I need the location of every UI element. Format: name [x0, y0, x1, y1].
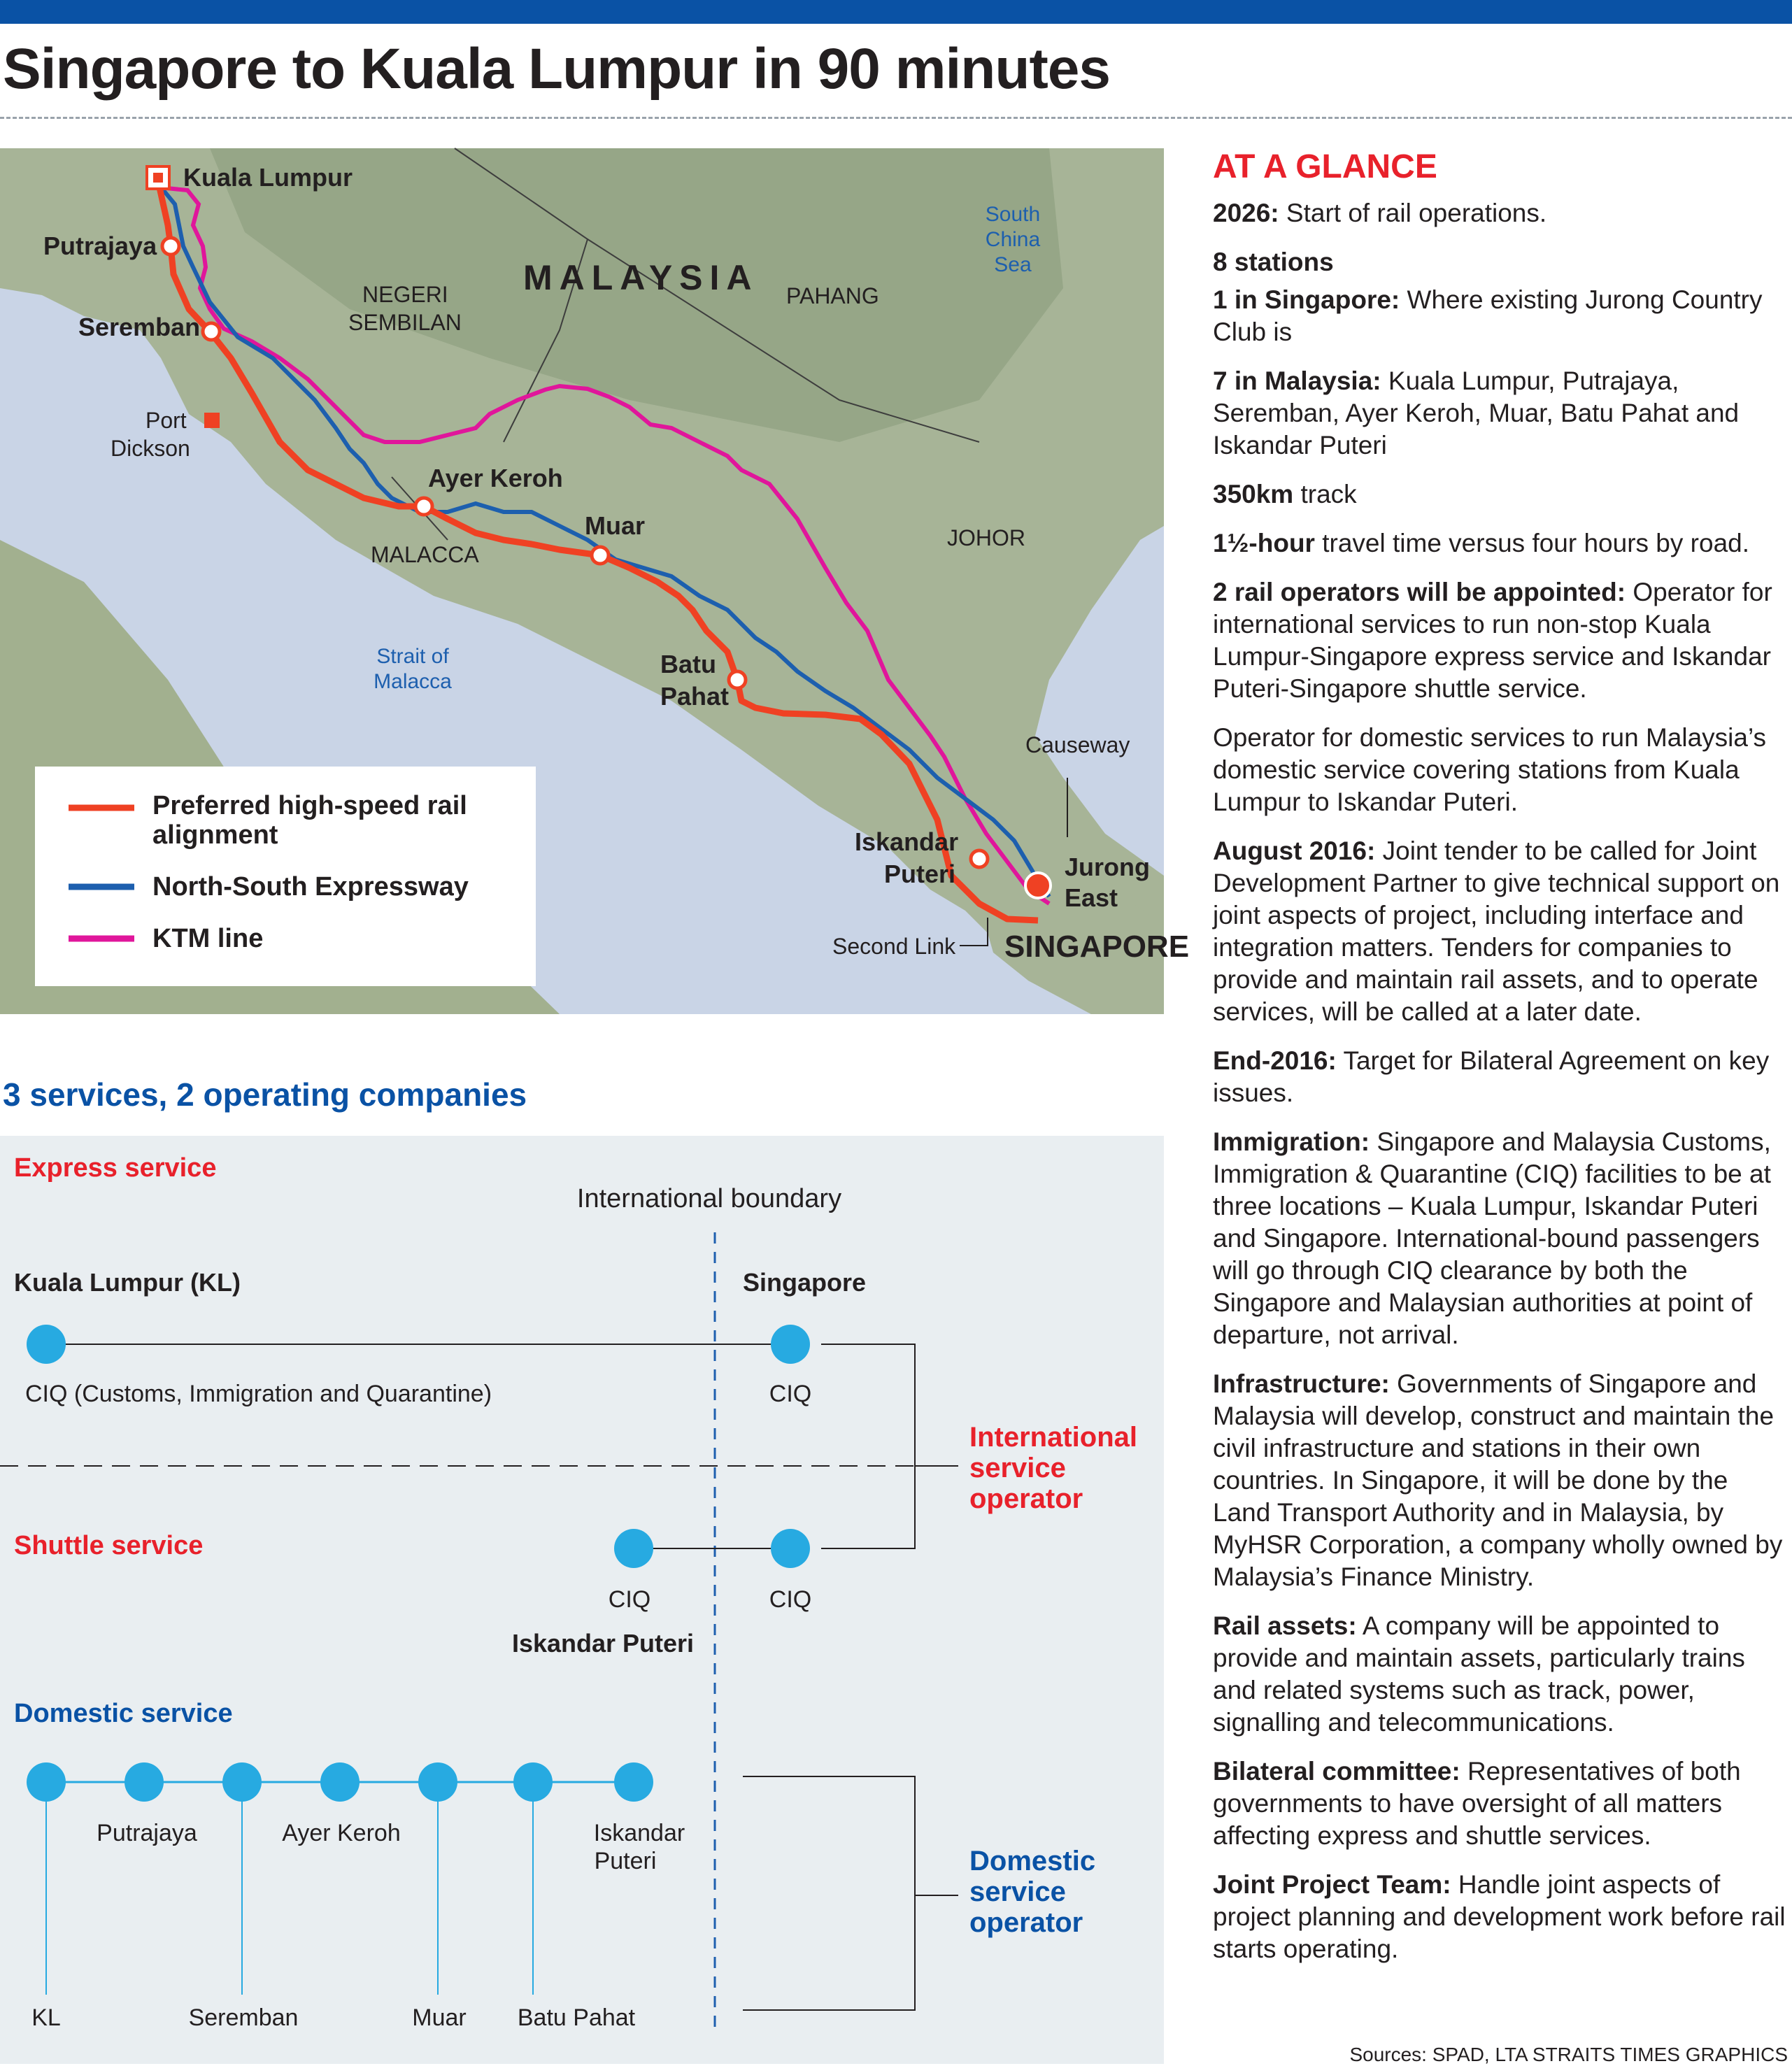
international-operator-label-line3: operator	[969, 1483, 1083, 1514]
label-causeway: Causeway	[1025, 732, 1130, 757]
express-service-heading: Express service	[14, 1153, 217, 1183]
glance-item-text: Handle joint aspects of project planning and development work before rail starts operating.	[1213, 1870, 1786, 1963]
glance-item-lead: End-2016:	[1213, 1046, 1337, 1075]
glance-item-lead: 2026:	[1213, 199, 1279, 227]
domestic-muar-stop	[418, 1762, 457, 1802]
label-iskandar-puteri-line2: Puteri	[884, 860, 956, 888]
glance-item-text: Operator for international services to run non-stop Kuala Lumpur-Singapore express service and Iskandar Puteri-Singapore shuttle service.	[1213, 578, 1772, 703]
top-banner-bar	[0, 0, 1792, 24]
legend-ktm-label: KTM line	[152, 924, 264, 953]
port-dickson-marker	[204, 413, 220, 428]
route-map	[0, 148, 1190, 1014]
shuttle-singapore-ciq-label: CIQ	[769, 1586, 812, 1613]
glance-item	[1213, 835, 1786, 1028]
glance-item-text: Start of rail operations.	[1279, 199, 1547, 227]
title-divider	[0, 117, 1792, 119]
glance-item-text: travel time versus four hours by road.	[1314, 529, 1750, 557]
label-jurong-east-line1: Jurong	[1065, 853, 1150, 881]
glance-item-lead: 8 stations	[1213, 248, 1334, 276]
legend-expressway-label: North-South Expressway	[152, 872, 469, 902]
glance-item-text: Operator for domestic services to run Malaysia’s domestic service covering stations from Kuala Lumpur to Iskandar Puteri.	[1213, 723, 1767, 816]
domestic-seremban-stop	[222, 1762, 262, 1802]
domestic-operator-label-line2: service	[969, 1876, 1066, 1907]
services-diagram-svg	[0, 1136, 1164, 2064]
label-strait-of-malacca-line1: Strait of	[376, 645, 449, 668]
glance-item	[1213, 1045, 1786, 1109]
express-singapore-ciq-label: CIQ	[769, 1381, 812, 1407]
glance-item-text: Kuala Lumpur, Putrajaya, Seremban, Ayer Keroh, Muar, Batu Pahat and Iskandar Puteri	[1213, 366, 1740, 459]
glance-item-lead: 1½-hour	[1213, 529, 1315, 557]
domestic-ayer-keroh-stop	[320, 1762, 360, 1802]
kuala-lumpur-inner-square	[153, 173, 163, 183]
label-malacca: MALACCA	[371, 542, 479, 567]
international-boundary-label: International boundary	[576, 1184, 842, 1213]
shuttle-iskandar-stop	[614, 1529, 653, 1568]
express-kl-stop	[27, 1325, 66, 1364]
label-kuala-lumpur: Kuala Lumpur	[183, 163, 353, 192]
batu-pahat-station-marker	[729, 671, 746, 688]
glance-item	[1213, 1126, 1786, 1351]
source-credit: Sources: SPAD, LTA STRAITS TIMES GRAPHICS	[1349, 2044, 1788, 2065]
domestic-muar-label: Muar	[412, 2004, 467, 2031]
at-a-glance-heading: AT A GLANCE	[1213, 148, 1437, 185]
label-port-dickson-line1: Port	[145, 408, 187, 433]
glance-item-text: Joint tender to be called for Joint Development Partner to give technical support on joint aspects of project, including interface and integration matters. Tenders for companies to provide and maintain rail assets, and to operate services, will be called at a later date.	[1213, 836, 1780, 1026]
services-diagram	[0, 1136, 1164, 2064]
muar-station-marker	[592, 547, 609, 564]
label-seremban: Seremban	[78, 313, 201, 341]
label-port-dickson-line2: Dickson	[111, 436, 190, 461]
legend-hsr-label-line1: Preferred high-speed rail	[152, 791, 467, 820]
at-a-glance-panel	[1213, 148, 1786, 1982]
label-batu-pahat-line1: Batu	[660, 650, 716, 678]
glance-item	[1213, 246, 1786, 278]
domestic-service-heading: Domestic service	[14, 1699, 233, 1728]
label-south-china-sea-line3: Sea	[994, 253, 1032, 276]
iskandar-puteri-station-marker	[971, 850, 988, 867]
domestic-ayer-keroh-label: Ayer Keroh	[282, 1820, 401, 1846]
glance-item	[1213, 478, 1786, 511]
label-second-link: Second Link	[832, 934, 956, 959]
domestic-putrajaya-stop	[125, 1762, 164, 1802]
label-iskandar-puteri-line1: Iskandar	[855, 827, 959, 856]
glance-item-text: track	[1293, 480, 1357, 508]
label-strait-of-malacca-line2: Malacca	[374, 670, 452, 693]
domestic-batu-pahat-label: Batu Pahat	[517, 2004, 636, 2031]
label-ayer-keroh: Ayer Keroh	[428, 464, 563, 492]
domestic-seremban-label: Seremban	[188, 2004, 299, 2031]
legend-hsr-label-line2: alignment	[152, 820, 278, 850]
domestic-putrajaya-label: Putrajaya	[97, 1820, 197, 1846]
glance-item-lead: Immigration:	[1213, 1127, 1370, 1156]
glance-item-lead: 2 rail operators will be appointed:	[1213, 578, 1626, 606]
label-muar: Muar	[585, 511, 646, 540]
glance-item	[1213, 1610, 1786, 1739]
express-kl-ciq-label: CIQ (Customs, Immigration and Quarantine)	[25, 1381, 492, 1407]
express-singapore-stop	[771, 1325, 810, 1364]
glance-item-text: Governments of Singapore and Malaysia will develop, construct and maintain the civil infrastructure and stations in their own countries. In Singapore, it will be done by the Land Transport Authority and in Malaysia, by MyHSR Corporation, a company wholly owned by Malaysia’s Finance Ministry.	[1213, 1369, 1783, 1591]
label-singapore: SINGAPORE	[1004, 929, 1190, 964]
glance-item-lead: Joint Project Team:	[1213, 1870, 1451, 1899]
international-operator-bracket	[821, 1344, 958, 1548]
shuttle-singapore-stop	[771, 1529, 810, 1568]
route-map-svg	[0, 148, 1190, 1014]
label-south-china-sea-line1: South	[985, 203, 1041, 226]
glance-item	[1213, 197, 1786, 229]
label-negeri-sembilan-line2: SEMBILAN	[348, 310, 462, 335]
label-pahang: PAHANG	[786, 283, 879, 308]
domestic-operator-bracket	[743, 1776, 958, 2010]
express-singapore-label: Singapore	[743, 1268, 867, 1297]
domestic-operator-label-line3: operator	[969, 1907, 1083, 1938]
shuttle-iskandar-puteri-label: Iskandar Puteri	[511, 1629, 695, 1658]
putrajaya-station-marker	[162, 238, 179, 255]
glance-item-text: Representatives of both governments to have oversight of all matters affecting express and shuttle services.	[1213, 1757, 1741, 1850]
domestic-batu-pahat-stop	[513, 1762, 553, 1802]
domestic-iskandar-puteri-stop	[614, 1762, 653, 1802]
label-batu-pahat-line2: Pahat	[660, 682, 730, 711]
glance-item-text: A company will be appointed to provide and maintain assets, particularly trains and related systems such as track, power, signalling and telecommunications.	[1213, 1611, 1745, 1737]
glance-item-lead: 7 in Malaysia:	[1213, 366, 1381, 395]
glance-item	[1213, 1368, 1786, 1593]
label-negeri-sembilan-line1: NEGERI	[362, 282, 448, 307]
glance-item	[1213, 576, 1786, 705]
label-south-china-sea-line2: China	[985, 228, 1041, 251]
glance-item	[1213, 1869, 1786, 1965]
domestic-kl-label: KL	[31, 2004, 61, 2031]
glance-item	[1213, 1755, 1786, 1852]
glance-item-lead: August 2016:	[1213, 836, 1376, 865]
jurong-east-station-marker	[1025, 873, 1051, 898]
glance-item	[1213, 365, 1786, 462]
express-kl-label: Kuala Lumpur (KL)	[14, 1268, 241, 1297]
label-malaysia: MALAYSIA	[523, 258, 759, 297]
label-putrajaya: Putrajaya	[43, 231, 157, 260]
domestic-operator-label-line1: Domestic	[969, 1846, 1096, 1876]
seremban-station-marker	[203, 323, 220, 340]
glance-item-lead: 1 in Singapore:	[1213, 285, 1400, 314]
glance-item	[1213, 722, 1786, 818]
glance-item-text: Where existing Jurong Country Club is	[1213, 285, 1763, 346]
shuttle-service-heading: Shuttle service	[14, 1531, 204, 1560]
glance-item	[1213, 284, 1786, 348]
international-operator-label-line1: International	[969, 1422, 1138, 1453]
international-operator-label-line2: service	[969, 1453, 1066, 1483]
services-heading: 3 services, 2 operating companies	[3, 1076, 527, 1113]
glance-item-text: Target for Bilateral Agreement on key issues.	[1213, 1046, 1770, 1107]
shuttle-iskandar-ciq-label: CIQ	[608, 1586, 651, 1613]
glance-item-lead: 350km	[1213, 480, 1294, 508]
page-title: Singapore to Kuala Lumpur in 90 minutes	[3, 37, 1110, 101]
domestic-kl-stop	[27, 1762, 66, 1802]
domestic-iskandar-label-line2: Puteri	[594, 1848, 657, 1874]
glance-item-lead: Bilateral committee:	[1213, 1757, 1460, 1786]
glance-item-lead: Infrastructure:	[1213, 1369, 1390, 1398]
glance-item-lead: Rail assets:	[1213, 1611, 1357, 1640]
label-johor: JOHOR	[947, 525, 1025, 550]
label-jurong-east-line2: East	[1065, 883, 1118, 912]
domestic-iskandar-label-line1: Iskandar	[593, 1820, 685, 1846]
glance-item	[1213, 527, 1786, 560]
ayer-keroh-station-marker	[415, 498, 432, 515]
glance-item-text: Singapore and Malaysia Customs, Immigration & Quarantine (CIQ) facilities to be at three locations – Kuala Lumpur, Iskandar Puteri and Singapore. International-bound passengers will go through CIQ clearance by both the Singapore and Malaysian authorities at point of departure, not arrival.	[1213, 1127, 1771, 1349]
